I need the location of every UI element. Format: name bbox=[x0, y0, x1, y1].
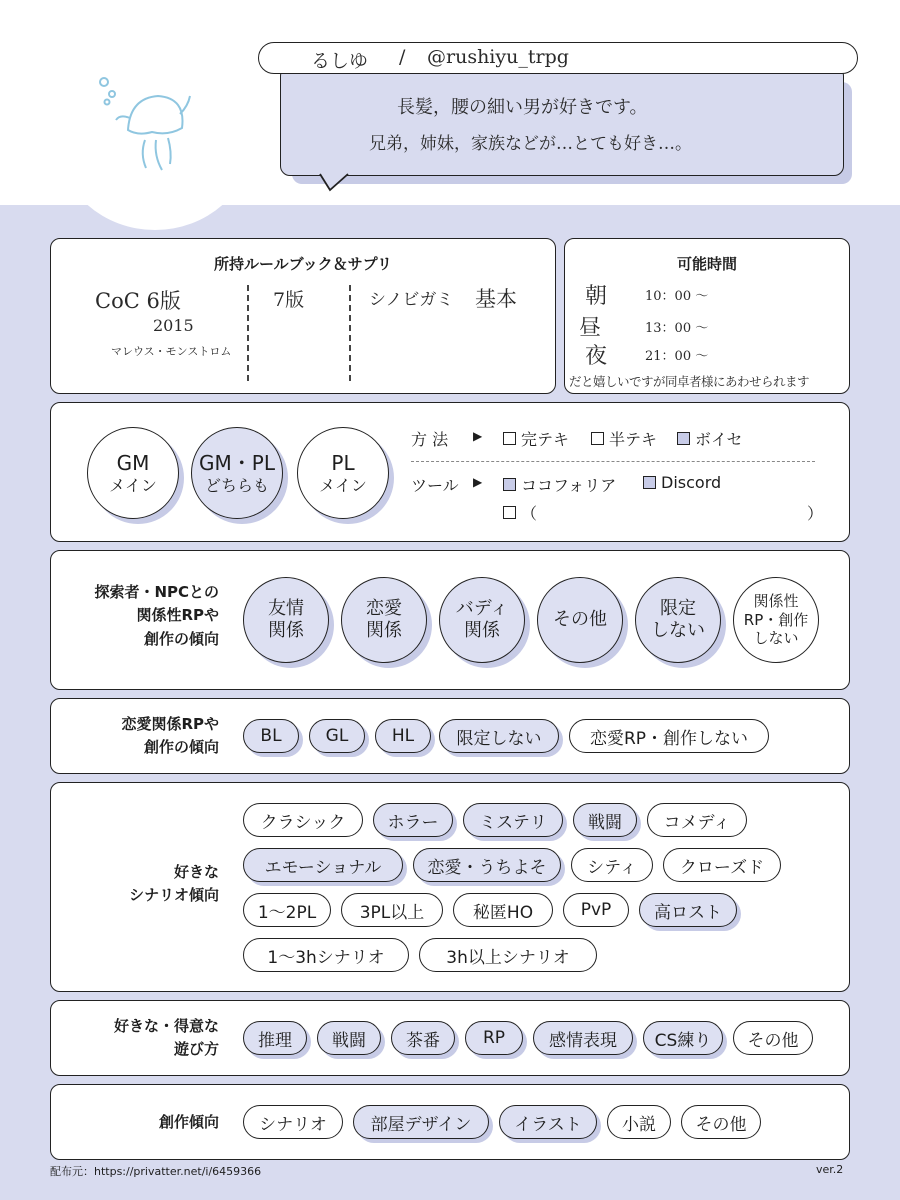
playstyle-deduction[interactable]: 推理 bbox=[243, 1021, 307, 1055]
relation-friendship[interactable]: 友情 関係 bbox=[243, 577, 329, 663]
bubble-tail-icon bbox=[318, 172, 358, 192]
checkbox-kanteki[interactable] bbox=[503, 432, 516, 445]
method-option-hanteki[interactable]: 半テキ bbox=[591, 427, 657, 450]
name-separator: / bbox=[399, 46, 406, 68]
time-morning-label: 朝 bbox=[585, 284, 608, 309]
scenario-emotional[interactable]: エモーショナル bbox=[243, 848, 403, 882]
tool-arrow: ▶ bbox=[473, 475, 483, 489]
user-name: るしゆ bbox=[311, 50, 369, 72]
rulebook-malleus: マレウス・モンストロム bbox=[111, 345, 232, 358]
playstyle-panel bbox=[50, 1000, 850, 1076]
role-both-top: GM・PL bbox=[199, 450, 275, 475]
rulebook-shinobigami-basic: 基本 bbox=[475, 287, 517, 311]
checkbox-cocofolia[interactable] bbox=[503, 478, 516, 491]
creation-panel bbox=[50, 1084, 850, 1160]
method-option-voice[interactable]: ボイセ bbox=[677, 427, 743, 450]
relation-none[interactable]: 関係性 RP・創作 しない bbox=[733, 577, 819, 663]
romance-bl[interactable]: BL bbox=[243, 719, 299, 753]
method-option-kanteki[interactable]: 完テキ bbox=[503, 427, 569, 450]
playstyle-cs[interactable]: CS練り bbox=[643, 1021, 723, 1055]
time-noon-value: 13：00 ～ bbox=[645, 321, 709, 336]
playstyle-emotion[interactable]: 感情表現 bbox=[533, 1021, 633, 1055]
role-pl-main[interactable] bbox=[297, 427, 389, 519]
checkbox-voice[interactable] bbox=[677, 432, 690, 445]
scenario-closed[interactable]: クローズド bbox=[663, 848, 781, 882]
rulebook-panel bbox=[50, 238, 556, 394]
romance-unlimited[interactable]: 限定しない bbox=[439, 719, 559, 753]
scenario-battle[interactable]: 戦闘 bbox=[573, 803, 637, 837]
tool-option-cocofolia[interactable]: ココフォリア bbox=[503, 473, 616, 496]
scenario-mystery[interactable]: ミステリ bbox=[463, 803, 563, 837]
scenario-city[interactable]: シティ bbox=[571, 848, 653, 882]
creation-other[interactable]: その他 bbox=[681, 1105, 761, 1139]
intro-bubble bbox=[280, 66, 844, 176]
rulebook-shinobigami: シノビガミ bbox=[369, 290, 454, 310]
tool-option-discord[interactable]: Discord bbox=[643, 473, 721, 492]
checkbox-other[interactable] bbox=[503, 506, 516, 519]
creation-novel[interactable]: 小説 bbox=[607, 1105, 671, 1139]
rulebook-divider-2 bbox=[349, 285, 351, 381]
scenario-horror[interactable]: ホラー bbox=[373, 803, 453, 837]
scenario-comedy[interactable]: コメディ bbox=[647, 803, 747, 837]
relation-buddy[interactable]: バディ 関係 bbox=[439, 577, 525, 663]
scenario-label: 好きな シナリオ傾向 bbox=[129, 863, 219, 905]
role-pl-bottom: メイン bbox=[319, 475, 367, 495]
name-bar bbox=[258, 42, 858, 74]
scenario-panel bbox=[50, 782, 850, 992]
romance-none[interactable]: 恋愛RP・創作しない bbox=[569, 719, 769, 753]
footer-source[interactable]: 配布元：https://privatter.net/i/6459366 bbox=[50, 1165, 262, 1178]
relation-other[interactable]: その他 bbox=[537, 577, 623, 663]
relation-romance[interactable]: 恋愛 関係 bbox=[341, 577, 427, 663]
romance-hl[interactable]: HL bbox=[375, 719, 431, 753]
user-handle[interactable]: @rushiyu_trpg bbox=[427, 46, 569, 68]
time-morning-value: 10：00 ～ bbox=[645, 289, 709, 304]
scenario-classic[interactable]: クラシック bbox=[243, 803, 363, 837]
creation-room-design[interactable]: 部屋デザイン bbox=[353, 1105, 489, 1139]
rulebook-coc7: 7版 bbox=[273, 289, 305, 311]
rulebook-2015: 2015 bbox=[153, 316, 194, 335]
time-noon-label: 昼 bbox=[579, 316, 602, 341]
jellyfish-doodle-icon bbox=[90, 70, 210, 190]
method-arrow: ▶ bbox=[473, 429, 483, 443]
time-night-value: 21：00 ～ bbox=[645, 349, 709, 364]
scenario-1-3h[interactable]: 1～3hシナリオ bbox=[243, 938, 409, 972]
footer-version: ver.2 bbox=[816, 1163, 844, 1176]
checkbox-discord[interactable] bbox=[643, 476, 656, 489]
role-gm-top: GM bbox=[116, 450, 150, 475]
time-panel bbox=[564, 238, 850, 394]
scenario-1-2pl[interactable]: 1～2PL bbox=[243, 893, 331, 927]
scenario-3h-plus[interactable]: 3h以上シナリオ bbox=[419, 938, 597, 972]
creation-illust[interactable]: イラスト bbox=[499, 1105, 597, 1139]
scenario-high-lost[interactable]: 高ロスト bbox=[639, 893, 737, 927]
time-note: だと嬉しいですが同卓者様にあわせられます bbox=[569, 374, 810, 389]
scenario-secret-ho[interactable]: 秘匿HO bbox=[453, 893, 553, 927]
checkbox-hanteki[interactable] bbox=[591, 432, 604, 445]
scenario-3pl-plus[interactable]: 3PL以上 bbox=[341, 893, 443, 927]
romance-gl[interactable]: GL bbox=[309, 719, 365, 753]
role-both-bottom: どちらも bbox=[204, 475, 269, 495]
time-title: 可能時間 bbox=[676, 255, 737, 273]
relation-unlimited[interactable]: 限定 しない bbox=[635, 577, 721, 663]
creation-label: 創作傾向 bbox=[158, 1113, 219, 1131]
role-gm-main[interactable] bbox=[87, 427, 179, 519]
scenario-pvp[interactable]: PvP bbox=[563, 893, 629, 927]
tool-other-close: ） bbox=[807, 504, 824, 523]
intro-line-2: 兄弟，姉妹，家族などが…とても好き…。 bbox=[369, 134, 692, 154]
romance-label: 恋愛関係RPや 創作の傾向 bbox=[121, 715, 219, 757]
role-gm-bottom: メイン bbox=[109, 475, 157, 495]
playstyle-other[interactable]: その他 bbox=[733, 1021, 813, 1055]
tool-option-other[interactable]: （ bbox=[503, 501, 537, 524]
rulebook-title: 所持ルールブック＆サプリ bbox=[213, 255, 393, 273]
intro-line-1: 長髪，腰の細い男が好きです。 bbox=[397, 97, 648, 118]
relation-label: 探索者・NPCとの 関係性RPや 創作の傾向 bbox=[94, 583, 219, 648]
tool-label: ツール bbox=[411, 476, 459, 495]
role-pl-top: PL bbox=[331, 450, 355, 475]
playstyle-battle[interactable]: 戦闘 bbox=[317, 1021, 381, 1055]
romance-panel bbox=[50, 698, 850, 774]
playstyle-rp[interactable]: RP bbox=[465, 1021, 523, 1055]
creation-scenario[interactable]: シナリオ bbox=[243, 1105, 343, 1139]
relation-panel bbox=[50, 550, 850, 690]
role-gm-pl-both[interactable] bbox=[191, 427, 283, 519]
method-divider bbox=[411, 461, 815, 462]
rulebook-coc6: CoC 6版 bbox=[95, 289, 181, 313]
time-night-label: 夜 bbox=[585, 344, 608, 369]
role-panel bbox=[50, 402, 850, 542]
rulebook-divider-1 bbox=[247, 285, 249, 381]
playstyle-chaban[interactable]: 茶番 bbox=[391, 1021, 455, 1055]
method-label: 方 法 bbox=[411, 430, 449, 449]
playstyle-label: 好きな・得意な 遊び方 bbox=[113, 1017, 219, 1059]
scenario-romance-uchiyoso[interactable]: 恋愛・うちよそ bbox=[413, 848, 561, 882]
